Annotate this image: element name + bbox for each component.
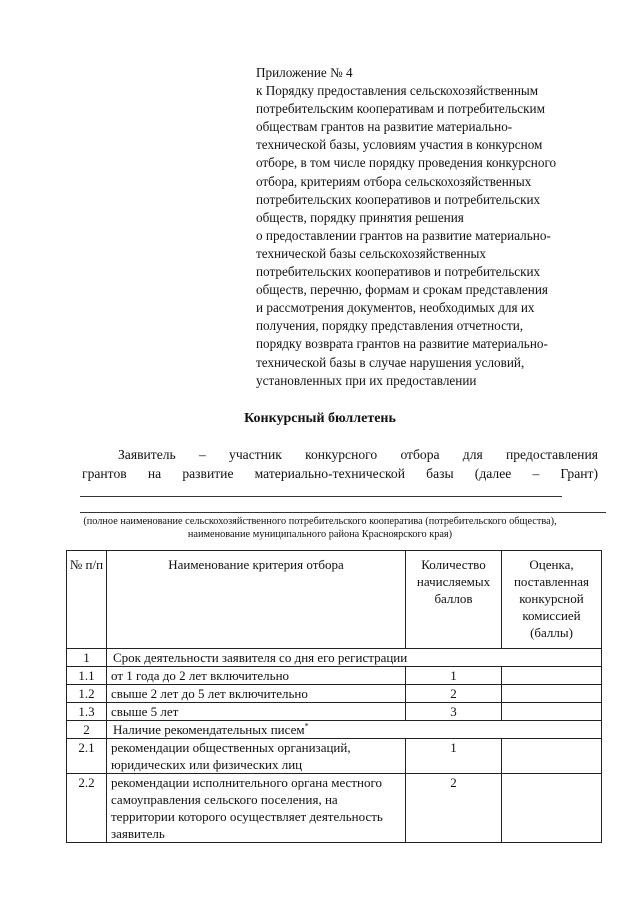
- header-criterion: Наименование критерия отбора: [107, 551, 406, 649]
- row-number: 2.2: [67, 774, 107, 843]
- row-number: 1.2: [67, 685, 107, 703]
- commission-score-cell[interactable]: [502, 703, 602, 721]
- appendix-line: и рассмотрения документов, необходимых для их: [256, 300, 535, 316]
- criterion-group-cell: [107, 721, 602, 739]
- applicant-name-line: [80, 496, 562, 497]
- table-row: [67, 774, 602, 843]
- appendix-line: потребительских кооперативов и потребительских: [256, 191, 541, 207]
- table-row: [67, 649, 602, 667]
- row-number: 1: [67, 649, 107, 667]
- appendix-line: потребительских кооперативов и потребительских: [256, 264, 541, 280]
- criterion-points: 2: [406, 685, 502, 703]
- appendix-line: установленных при их предоставлении: [256, 372, 477, 388]
- criterion-group-text: Срок деятельности заявителя со дня его регистрации: [113, 650, 408, 665]
- appendix-line: технической базы в случае нарушения условий,: [256, 354, 525, 370]
- table-row: [67, 739, 602, 774]
- caption-line-1: (полное наименование сельскохозяйственного потребительского кооператива (потребительского общества),: [83, 516, 557, 527]
- criterion-group-cell: [107, 649, 602, 667]
- applicant-caption: [0, 515, 640, 541]
- commission-score-cell[interactable]: [502, 774, 602, 843]
- appendix-block: [256, 64, 601, 390]
- table-row: [67, 721, 602, 739]
- appendix-line: получения, порядку представления отчетности,: [256, 318, 524, 334]
- appendix-line: обществ, перечню, формам и срокам представления: [256, 282, 548, 298]
- criterion-points: 3: [406, 703, 502, 721]
- appendix-line: порядку возврата грантов на развитие материально-: [256, 336, 548, 352]
- row-number: 2: [67, 721, 107, 739]
- appendix-line: технической базы, условиям участия в конкурсном: [256, 137, 543, 153]
- commission-score-cell[interactable]: [502, 667, 602, 685]
- criterion-points: 2: [406, 774, 502, 843]
- criterion-text: свыше 5 лет: [107, 703, 406, 721]
- footnote-mark: *: [304, 721, 309, 731]
- row-number: 1.3: [67, 703, 107, 721]
- document-title: Конкурсный бюллетень: [244, 411, 396, 426]
- criterion-text: рекомендации исполнительного органа местного самоуправления сельского поселения, на территории которого осуществляет деятельность заявитель: [107, 774, 406, 843]
- header-points: Количество начисляемых баллов: [406, 551, 502, 649]
- criterion-points: 1: [406, 739, 502, 774]
- table-row: [67, 685, 602, 703]
- appendix-line: к Порядку предоставления сельскохозяйственным: [256, 83, 539, 99]
- criterion-text: от 1 года до 2 лет включительно: [107, 667, 406, 685]
- criterion-text: свыше 2 лет до 5 лет включительно: [107, 685, 406, 703]
- row-number: 2.1: [67, 739, 107, 774]
- caption-line-2: наименование муниципального района Красноярского края): [187, 529, 453, 540]
- header-score: Оценка, поставленная конкурсной комиссией (баллы): [502, 551, 602, 649]
- intro-line-1: Заявитель – участник конкурсного отбора для предоставления: [118, 447, 598, 462]
- row-number: 1.1: [67, 667, 107, 685]
- appendix-line: технической базы сельскохозяйственных: [256, 245, 486, 261]
- header-num: № п/п: [67, 551, 107, 649]
- commission-score-cell[interactable]: [502, 685, 602, 703]
- table-header-row: [67, 551, 602, 649]
- applicant-name-line-2: [80, 512, 606, 513]
- criterion-points: 1: [406, 667, 502, 685]
- appendix-line: отборе, в том числе порядку проведения конкурсного: [256, 155, 557, 171]
- criterion-text: рекомендации общественных организаций, юридических или физических лиц: [107, 739, 406, 774]
- commission-score-cell[interactable]: [502, 739, 602, 774]
- criteria-table: [66, 550, 602, 843]
- appendix-line: потребительским кооперативам и потребительским: [256, 101, 545, 117]
- appendix-line: Приложение № 4: [256, 65, 353, 80]
- appendix-line: обществам грантов на развитие материально-: [256, 119, 513, 135]
- appendix-line: о предоставлении грантов на развитие материально-: [256, 227, 551, 243]
- appendix-line: отбора, критериям отбора сельскохозяйственных: [256, 173, 532, 189]
- intro-line-2: грантов на развитие материально-технической базы (далее – Грант): [82, 466, 598, 481]
- table-row: [67, 667, 602, 685]
- appendix-line: обществ, порядку принятия решения: [256, 209, 464, 225]
- table-row: [67, 703, 602, 721]
- criterion-group-text: Наличие рекомендательных писем: [113, 722, 305, 737]
